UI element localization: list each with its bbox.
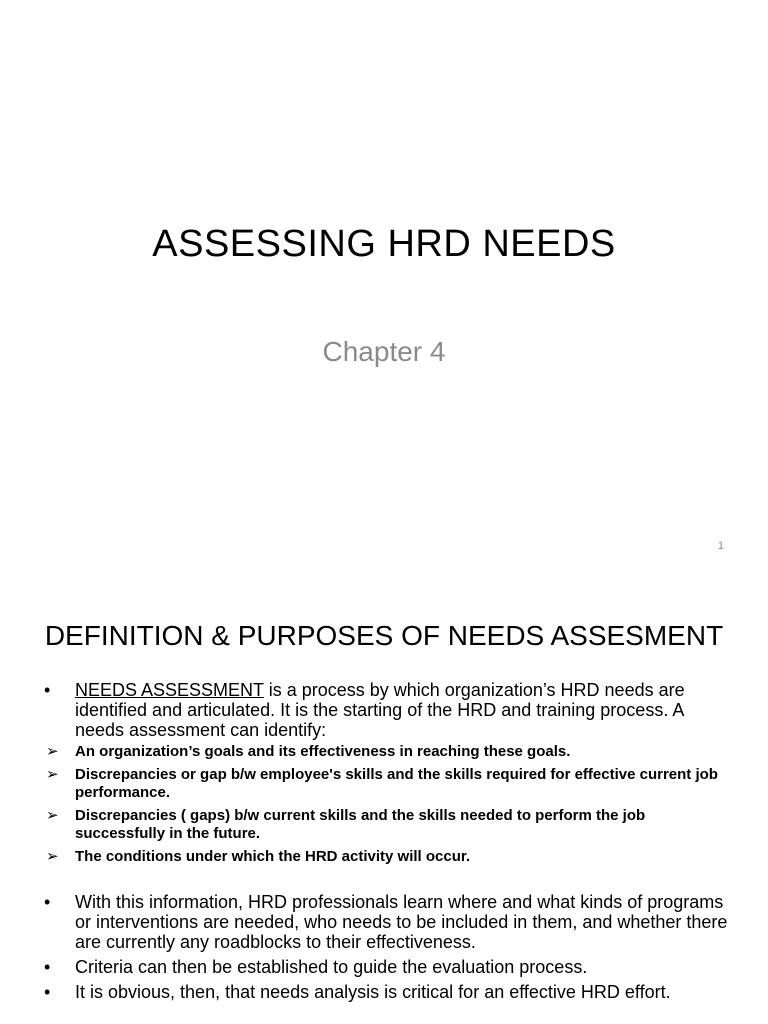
- identify-item: [44, 848, 734, 866]
- identify-item-text: Discrepancies ( gaps) b/w current skills and the skills needed to perform the job successfully in the future.: [75, 807, 646, 842]
- slide-title: ASSESSING HRD NEEDS: [152, 223, 616, 265]
- bullet-item-intro: [44, 680, 734, 740]
- identify-item-text: Discrepancies or gap b/w employee's skills and the skills required for effective current job performance.: [75, 766, 718, 801]
- arrow-icon: ➢: [46, 807, 59, 824]
- bullet-icon: •: [44, 982, 51, 1002]
- identify-item-text: An organization’s goals and its effectiveness in reaching these goals.: [75, 743, 571, 760]
- arrow-icon: ➢: [46, 766, 59, 783]
- identify-item-text: The conditions under which the HRD activity will occur.: [75, 848, 471, 865]
- page-number: 1: [717, 540, 724, 552]
- bullet-item: [44, 892, 734, 952]
- bullet-icon: •: [44, 680, 51, 700]
- bullet-icon: •: [44, 892, 51, 912]
- content-slide: [0, 576, 768, 1024]
- bullet-text: Criteria can then be established to guide the evaluation process.: [75, 957, 588, 977]
- bullet-item: [44, 957, 734, 977]
- bullet-text: With this information, HRD professionals learn where and what kinds of programs or interventions are needed, who needs to be included in them, and whether there are currently any roadblocks to their effectiveness.: [75, 892, 728, 952]
- identify-item: [44, 807, 734, 843]
- identify-item: [44, 766, 734, 802]
- slide-subtitle: Chapter 4: [322, 336, 446, 367]
- bullet-icon: •: [44, 957, 51, 977]
- bullet-item: [44, 982, 734, 1002]
- identify-item: [44, 743, 734, 761]
- term-needs-assessment: NEEDS ASSESSMENT: [75, 680, 264, 700]
- slide-title: DEFINITION & PURPOSES OF NEEDS ASSESMENT: [44, 620, 724, 651]
- bullet-text: It is obvious, then, that needs analysis is critical for an effective HRD effort.: [75, 982, 671, 1002]
- intro-text: is a process by which organization’s HRD needs are identified and articulated. It is the starting of the HRD and training process. A needs assessment can identify:: [75, 680, 685, 740]
- slide-body: [44, 680, 734, 1002]
- arrow-icon: ➢: [46, 848, 59, 865]
- arrow-icon: ➢: [46, 743, 59, 760]
